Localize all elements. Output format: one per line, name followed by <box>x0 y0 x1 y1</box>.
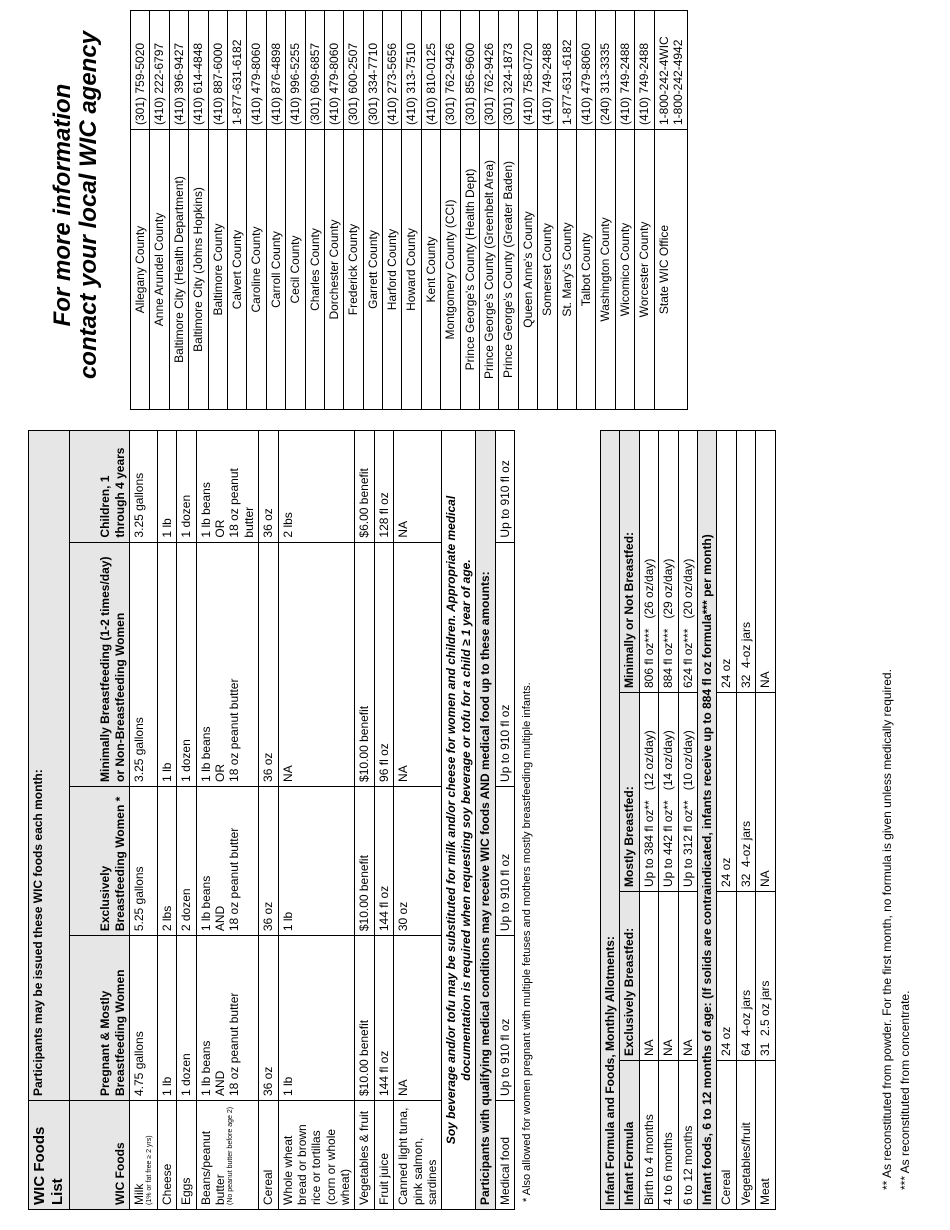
infant-food-excl: 24 oz <box>717 892 736 1061</box>
agency-name: Prince George's County (Greenbelt Area) <box>480 130 499 410</box>
wic-food-amount: $10.00 benefit <box>355 936 374 1101</box>
infant-col-header: Minimally or Not Breastfed: <box>620 431 639 693</box>
infant-food-excl: 31 2.5 oz jars <box>756 892 775 1061</box>
agency-phone: (301) 334-7710 <box>363 11 382 130</box>
wic-food-row <box>196 431 259 1210</box>
wic-food-name <box>355 1101 374 1210</box>
agency-row <box>383 11 402 410</box>
agency-table <box>130 10 688 410</box>
agency-name: Worcester County <box>635 130 654 410</box>
agency-phone: (301) 762-9426 <box>480 11 499 130</box>
agency-row <box>654 11 688 410</box>
food-label: Milk <box>132 1183 146 1205</box>
agency-name: Talbot County <box>576 130 595 410</box>
formula-minimal: 624 fl oz*** (20 oz/day) <box>678 431 697 693</box>
wic-food-amount: 36 oz <box>259 542 278 786</box>
agency-phone: (410) 614-4848 <box>189 11 208 130</box>
agency-phone: (410) 887-6000 <box>208 11 227 130</box>
agency-section <box>130 10 688 410</box>
wic-food-amount: 1 lb beans OR 18 oz peanut butter <box>196 431 259 543</box>
agency-name: Washington County <box>596 130 615 410</box>
infant-food-name: Meat <box>756 1061 775 1210</box>
wic-food-amount: NA <box>394 936 442 1101</box>
col-header: Children, 1 through 4 years <box>70 431 130 543</box>
agency-phone: (301) 856-9600 <box>460 11 479 130</box>
agency-title-line2: contact your local WIC agency <box>75 30 103 380</box>
agency-row <box>227 11 246 410</box>
soy-note <box>442 431 476 1210</box>
wic-food-row <box>130 431 158 1210</box>
agency-row <box>169 11 188 410</box>
agency-name: Baltimore City (Johns Hopkins) <box>189 130 208 410</box>
wic-food-amount: $10.00 benefit <box>355 786 374 935</box>
agency-name: Allegany County <box>131 130 150 410</box>
agency-row <box>305 11 324 410</box>
infant-foods-header: Infant foods, 6 to 12 months of age: (If solids are contraindicated, infants receive up to 884 fl oz formula*** per month) <box>697 431 716 1210</box>
wic-food-amount: 5.25 gallons <box>130 786 158 935</box>
agency-row <box>189 11 208 410</box>
wic-food-amount: 1 lb <box>278 786 355 935</box>
formula-row <box>678 431 697 1210</box>
infant-food-mostly: 24 oz <box>717 693 736 892</box>
infant-food-name: Vegetables/fruit <box>736 1061 755 1210</box>
medical-food: Medical food <box>495 1101 514 1210</box>
agency-row <box>441 11 460 410</box>
infant-food-row <box>756 431 775 1210</box>
agency-row <box>499 11 518 410</box>
formula-row <box>639 431 658 1210</box>
note-triple-star: *** As reconstituted from concentrate. <box>898 990 912 1190</box>
formula-age: Birth to 4 months <box>639 1061 658 1210</box>
soy-note-line1: Soy beverage and/or tofu may be substituted for milk and/or cheese for women and children. Appropriate medical <box>444 495 459 1145</box>
infant-food-row <box>736 431 755 1210</box>
agency-name: Howard County <box>402 130 421 410</box>
wic-food-amount: 1 lb <box>157 431 176 543</box>
wic-foods-title: WIC Foods List <box>29 1101 70 1210</box>
formula-mostly: Up to 442 fl oz** (14 oz/day) <box>659 693 678 892</box>
infant-col-header: Mostly Breastfed: <box>620 693 639 892</box>
formula-excl: NA <box>659 892 678 1061</box>
wic-food-name <box>130 1101 158 1210</box>
wic-food-row <box>374 431 393 1210</box>
agency-name: Dorchester County <box>324 130 343 410</box>
wic-food-amount: 30 oz <box>394 786 442 935</box>
agency-row <box>557 11 576 410</box>
formula-row <box>659 431 678 1210</box>
wic-food-row <box>355 431 374 1210</box>
food-label: Cheese <box>159 1163 174 1205</box>
food-label: Beans/peanut butter <box>198 1130 227 1205</box>
infant-col-header: Exclusively Breastfed: <box>620 892 639 1061</box>
agency-phone: (410) 749-2488 <box>635 11 654 130</box>
agency-name: Harford County <box>383 130 402 410</box>
agency-phone: (301) 759-5020 <box>131 11 150 130</box>
food-label: Whole wheat bread or brown rice or tortillas (corn or whole wheat) <box>280 1124 353 1205</box>
agency-row <box>518 11 537 410</box>
wic-foods-subtitle: Participants may be issued these WIC foods each month: <box>29 431 70 1101</box>
wic-food-name <box>374 1101 393 1210</box>
col-header: Pregnant & Mostly Breastfeeding Women <box>70 936 130 1101</box>
formula-excl: NA <box>678 892 697 1061</box>
agency-name: Charles County <box>305 130 324 410</box>
agency-row <box>576 11 595 410</box>
infant-food-minimal: 32 4-oz jars <box>736 431 755 693</box>
agency-row <box>150 11 169 410</box>
food-note: (1% or fat free ≥ 2 yrs) <box>146 1135 154 1205</box>
agency-name: St. Mary's County <box>557 130 576 410</box>
agency-name: Anne Arundel County <box>150 130 169 410</box>
agency-name: Calvert County <box>227 130 246 410</box>
wic-food-amount: 4.75 gallons <box>130 936 158 1101</box>
wic-food-amount: 2 dozen <box>177 786 196 935</box>
agency-phone: (410) 758-0720 <box>518 11 537 130</box>
agency-row <box>266 11 285 410</box>
infant-food-excl: 64 4-oz jars <box>736 892 755 1061</box>
wic-food-name <box>278 1101 355 1210</box>
wic-food-amount: 1 dozen <box>177 431 196 543</box>
wic-food-amount: $10.00 benefit <box>355 542 374 786</box>
wic-food-name <box>157 1101 176 1210</box>
formula-age: 6 to 12 months <box>678 1061 697 1210</box>
agency-name: State WIC Office <box>654 130 688 410</box>
agency-row <box>596 11 615 410</box>
note-double-star: ** As reconstituted from powder. For the first month, no formula is given unless medically required. <box>880 669 894 1190</box>
wic-foods-header-row <box>70 431 130 1210</box>
soy-note-line2: documentation is required when requesting soy beverage or tofu for a child ≥ 1 year of age. <box>458 559 473 1081</box>
agency-name: Baltimore City (Health Department) <box>169 130 188 410</box>
agency-row <box>480 11 499 410</box>
agency-name: Prince George's County (Health Dept) <box>460 130 479 410</box>
food-label: Fruit juice <box>376 1152 391 1205</box>
medical-c2: Up to 910 fl oz <box>495 786 514 935</box>
agency-phone: (410) 479-8060 <box>324 11 343 130</box>
wic-food-amount: 36 oz <box>259 431 278 543</box>
infant-title: Infant Formula and Foods, Monthly Allotments: <box>601 431 620 1210</box>
agency-phone: (301) 600-2507 <box>344 11 363 130</box>
formula-minimal: 884 fl oz*** (29 oz/day) <box>659 431 678 693</box>
agency-row <box>460 11 479 410</box>
formula-minimal: 806 fl oz*** (26 oz/day) <box>639 431 658 693</box>
food-note: (No peanut butter before age 2) <box>227 1106 235 1205</box>
wic-food-row <box>157 431 176 1210</box>
infant-col-header: Infant Formula <box>620 1061 639 1210</box>
wic-food-amount: 1 lb <box>278 936 355 1101</box>
agency-name: Baltimore County <box>208 130 227 410</box>
wic-food-name <box>259 1101 278 1210</box>
agency-name: Somerset County <box>538 130 557 410</box>
wic-food-amount: 1 lb <box>157 542 176 786</box>
wic-food-amount: NA <box>394 542 442 786</box>
agency-row <box>131 11 150 410</box>
infant-table <box>600 430 776 1210</box>
wic-food-amount: 36 oz <box>259 786 278 935</box>
infant-food-minimal: 24 oz <box>717 431 736 693</box>
agency-phone: (410) 222-6797 <box>150 11 169 130</box>
food-label: Cereal <box>261 1169 276 1205</box>
food-label: Vegetables & fruit <box>357 1110 372 1205</box>
infant-section <box>600 430 776 1210</box>
agency-row <box>402 11 421 410</box>
agency-phone: (410) 810-0125 <box>421 11 440 130</box>
medical-c4: Up to 910 fl oz <box>495 431 514 543</box>
wic-food-amount: $6.00 benefit <box>355 431 374 543</box>
agency-phone: (240) 313-3335 <box>596 11 615 130</box>
medical-c3: Up to 910 fl oz <box>495 542 514 786</box>
agency-phone: 1-800-242-4WIC 1-800-242-4942 <box>654 11 688 130</box>
agency-name: Montgomery County (CCI) <box>441 130 460 410</box>
wic-food-amount: 1 lb beans OR 18 oz peanut butter <box>196 542 259 786</box>
wic-food-amount: 128 fl oz <box>374 431 393 543</box>
wic-food-row <box>177 431 196 1210</box>
wic-food-amount: 1 lb <box>157 936 176 1101</box>
agency-row <box>247 11 266 410</box>
wic-food-amount: 1 dozen <box>177 542 196 786</box>
medical-header: Participants with qualifying medical conditions may receive WIC foods AND medical food up to these amounts: <box>476 431 495 1210</box>
agency-phone: (301) 609-6857 <box>305 11 324 130</box>
agency-phone: (410) 313-7510 <box>402 11 421 130</box>
agency-row <box>421 11 440 410</box>
agency-row <box>615 11 634 410</box>
agency-name: Caroline County <box>247 130 266 410</box>
infant-food-mostly: NA <box>756 693 775 892</box>
wic-food-amount: 1 dozen <box>177 936 196 1101</box>
agency-phone: (410) 273-5656 <box>383 11 402 130</box>
agency-row <box>208 11 227 410</box>
agency-phone: 1-877-631-6182 <box>557 11 576 130</box>
wic-foods-table <box>28 430 515 1210</box>
col-header: WIC Foods <box>70 1101 130 1210</box>
wic-food-amount: 2 lbs <box>157 786 176 935</box>
wic-food-amount: 1 lb beans AND 18 oz peanut butter <box>196 936 259 1101</box>
agency-row <box>363 11 382 410</box>
agency-row <box>324 11 343 410</box>
wic-food-amount: 144 fl oz <box>374 936 393 1101</box>
agency-phone: (410) 749-2488 <box>615 11 634 130</box>
wic-food-row <box>278 431 355 1210</box>
wic-food-name <box>196 1101 259 1210</box>
agency-name: Kent County <box>421 130 440 410</box>
agency-name: Frederick County <box>344 130 363 410</box>
agency-phone: (410) 479-8060 <box>576 11 595 130</box>
wic-foods-footnote: * Also allowed for women pregnant with multiple fetuses and mothers mostly breastfeeding multiple infants. <box>520 682 533 1202</box>
agency-phone: 1-877-631-6182 <box>227 11 246 130</box>
agency-title <box>50 20 103 390</box>
col-header: Exclusively Breastfeeding Women * <box>70 786 130 935</box>
formula-mostly: Up to 312 fl oz** (10 oz/day) <box>678 693 697 892</box>
wic-food-amount: NA <box>278 542 355 786</box>
agency-phone: (410) 996-5255 <box>286 11 305 130</box>
agency-row <box>286 11 305 410</box>
agency-name: Cecil County <box>286 130 305 410</box>
agency-phone: (410) 479-8060 <box>247 11 266 130</box>
agency-row <box>344 11 363 410</box>
infant-food-name: Cereal <box>717 1061 736 1210</box>
infant-food-mostly: 32 4-oz jars <box>736 693 755 892</box>
wic-food-amount: 144 fl oz <box>374 786 393 935</box>
food-label: Canned light tuna, pink salmon, sardines <box>396 1107 440 1205</box>
infant-food-minimal: NA <box>756 431 775 693</box>
agency-title-line1: For more information <box>49 83 76 327</box>
agency-phone: (410) 876-4898 <box>266 11 285 130</box>
wic-food-row <box>394 431 442 1210</box>
wic-food-amount: 1 lb beans AND 18 oz peanut butter <box>196 786 259 935</box>
agency-phone: (410) 396-9427 <box>169 11 188 130</box>
wic-food-amount: 2 lbs <box>278 431 355 543</box>
wic-food-name <box>177 1101 196 1210</box>
agency-row <box>635 11 654 410</box>
wic-foods-section <box>28 430 533 1210</box>
wic-food-amount: 3.25 gallons <box>130 431 158 543</box>
infant-food-row <box>717 431 736 1210</box>
wic-food-amount: NA <box>394 431 442 543</box>
agency-phone: (410) 749-2488 <box>538 11 557 130</box>
agency-name: Prince George's County (Greater Baden) <box>499 130 518 410</box>
wic-food-amount: 3.25 gallons <box>130 542 158 786</box>
agency-name: Garrett County <box>363 130 382 410</box>
medical-row <box>495 431 514 1210</box>
agency-name: Wicomico County <box>615 130 634 410</box>
agency-phone: (301) 762-9426 <box>441 11 460 130</box>
wic-food-name <box>394 1101 442 1210</box>
agency-phone: (301) 324-1873 <box>499 11 518 130</box>
wic-food-amount: 36 oz <box>259 936 278 1101</box>
wic-food-row <box>259 431 278 1210</box>
wic-food-amount: 96 fl oz <box>374 542 393 786</box>
formula-age: 4 to 6 months <box>659 1061 678 1210</box>
formula-mostly: Up to 384 fl oz** (12 oz/day) <box>639 693 658 892</box>
agency-name: Queen Anne's County <box>518 130 537 410</box>
col-header: Minimally Breastfeeding (1-2 times/day) or Non-Breastfeeding Women <box>70 542 130 786</box>
agency-row <box>538 11 557 410</box>
formula-excl: NA <box>639 892 658 1061</box>
food-label: Eggs <box>179 1177 194 1205</box>
agency-name: Carroll County <box>266 130 285 410</box>
medical-c1: Up to 910 fl oz <box>495 936 514 1101</box>
